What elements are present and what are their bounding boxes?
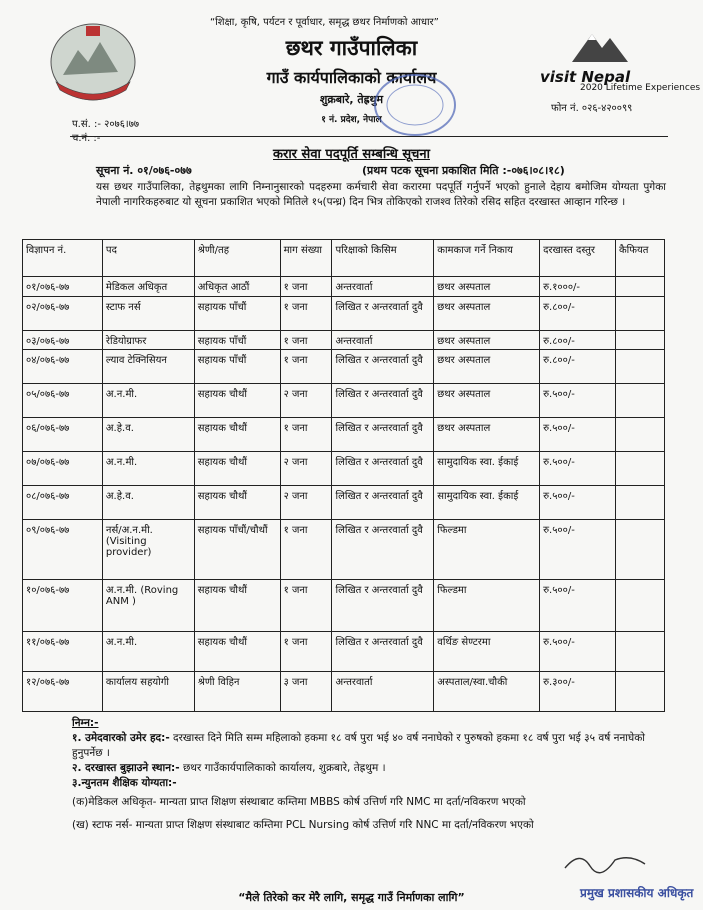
table-cell: २ जना <box>280 486 332 520</box>
table-cell: ०९/०७६-७७ <box>23 520 103 580</box>
office-address: शुक्रबारे, तेह्रथुम <box>319 93 384 106</box>
table-cell: सामुदायिक स्वा. ईकाई <box>434 486 540 520</box>
office-phone: फोन नं. ०२६-४२००९९ <box>551 103 633 114</box>
footer-slogan: “मैले तिरेको कर मेरै लागि, समृद्ध गाउँ निर्माणका लागि” <box>238 891 465 904</box>
note-qualification-heading: ३.न्युनतम शैक्षिक योग्यता:- <box>72 777 177 789</box>
notes-section <box>72 716 662 833</box>
table-cell: अ.न.मी. <box>102 632 194 672</box>
vacancy-table <box>22 239 665 712</box>
table-cell: रु.५००/- <box>540 418 616 452</box>
table-cell: लिखित र अन्तरवार्ता दुवै <box>332 297 434 331</box>
table-cell: ०६/०७६-७७ <box>23 418 103 452</box>
table-cell: सहायक चौथौं <box>194 384 280 418</box>
table-row <box>23 580 665 632</box>
table-cell: अन्तरवार्ता <box>332 331 434 350</box>
table-cell: लिखित र अन्तरवार्ता दुवै <box>332 418 434 452</box>
note-submission-place: २. दरखास्त बुझाउने स्थान:- छथर गाउँकार्यपालिकाको कार्यालय, शुक्रबारे, तेह्रथुम । <box>72 762 386 774</box>
table-row <box>23 672 665 712</box>
motto: “शिक्षा, कृषि, पर्यटन र पूर्वाधार, समृद्ध छथर निर्माणको आधार” <box>210 17 439 28</box>
table-cell: छथर अस्पताल <box>434 277 540 297</box>
table-cell: १ जना <box>280 520 332 580</box>
table-cell: १ जना <box>280 331 332 350</box>
visit-nepal-year: 2020 Lifetime Experiences <box>580 83 701 93</box>
table-cell <box>615 384 664 418</box>
signature-icon <box>560 848 650 878</box>
table-cell: लिखित र अन्तरवार्ता दुवै <box>332 384 434 418</box>
table-cell: अ.हे.व. <box>102 418 194 452</box>
table-cell <box>615 672 664 712</box>
table-cell: ११/०७६-७७ <box>23 632 103 672</box>
table-cell: कार्यालय सहयोगी <box>102 672 194 712</box>
col-fee: दरखास्त दस्तुर <box>540 240 616 277</box>
table-cell: फिल्डमा <box>434 520 540 580</box>
table-cell: ३ जना <box>280 672 332 712</box>
table-cell: अन्तरवार्ता <box>332 672 434 712</box>
table-cell: १ जना <box>280 580 332 632</box>
table-cell: २ जना <box>280 452 332 486</box>
notice-title: करार सेवा पदपूर्ति सम्बन्धि सूचना <box>273 147 430 162</box>
table-cell: मेडिकल अधिकृत <box>102 277 194 297</box>
table-cell <box>615 277 664 297</box>
table-cell: लिखित र अन्तरवार्ता दुवै <box>332 350 434 384</box>
table-cell: छथर अस्पताल <box>434 350 540 384</box>
table-cell <box>615 486 664 520</box>
table-cell: २ जना <box>280 384 332 418</box>
table-cell: ०४/०७६-७७ <box>23 350 103 384</box>
col-post: पद <box>102 240 194 277</box>
table-cell <box>615 520 664 580</box>
table-cell: श्रेणी विहिन <box>194 672 280 712</box>
table-cell: लिखित र अन्तरवार्ता दुवै <box>332 452 434 486</box>
table-cell: छथर अस्पताल <box>434 418 540 452</box>
notes-heading: निम्न:- <box>72 717 99 729</box>
col-remarks: कैफियत <box>615 240 664 277</box>
table-cell: ०७/०७६-७७ <box>23 452 103 486</box>
table-row <box>23 486 665 520</box>
table-cell: १ जना <box>280 277 332 297</box>
header-divider <box>70 136 668 137</box>
table-cell: रु.८००/- <box>540 331 616 350</box>
table-cell: छथर अस्पताल <box>434 384 540 418</box>
table-cell: रु.५००/- <box>540 384 616 418</box>
col-level: श्रेणी/तह <box>194 240 280 277</box>
table-cell: सहायक चौथौं <box>194 486 280 520</box>
table-row <box>23 277 665 297</box>
table-cell: नर्स/अ.न.मी. (Visiting provider) <box>102 520 194 580</box>
table-cell: सहायक पाँचौं/चौथौं <box>194 520 280 580</box>
table-cell: लिखित र अन्तरवार्ता दुवै <box>332 486 434 520</box>
office-name: गाउँ कार्यपालिकाको कार्यालय <box>266 68 437 87</box>
table-row <box>23 418 665 452</box>
qualification-medical-officer: (क)मेडिकल अधिकृत- मान्यता प्राप्त शिक्षण संस्थाबाट कम्तिमा MBBS कोर्ष उत्तिर्ण गरि NMC मा दर्ता/नविकरण भएको <box>72 796 526 808</box>
table-cell: लिखित र अन्तरवार्ता दुवै <box>332 580 434 632</box>
table-cell: रु.५००/- <box>540 580 616 632</box>
table-cell: १ जना <box>280 297 332 331</box>
table-cell <box>615 297 664 331</box>
table-cell: रु.५००/- <box>540 520 616 580</box>
table-cell: ल्याव टेक्निसियन <box>102 350 194 384</box>
visit-nepal-brand: visit Nepal <box>540 68 631 86</box>
col-ad-number: विज्ञापन नं. <box>23 240 103 277</box>
table-cell: अन्तरवार्ता <box>332 277 434 297</box>
table-cell: लिखित र अन्तरवार्ता दुवै <box>332 632 434 672</box>
municipality-name: छथर गाउँपालिका <box>285 36 418 60</box>
table-cell: सहायक चौथौं <box>194 452 280 486</box>
note-age-limit: १. उमेदवारको उमेर हद:- दरखास्त दिने मिति सम्म महिलाको हकमा १८ वर्ष पुरा भई ४० वर्ष ननाघेको र पुरुषको हकमा १८ वर्ष पुरा भई ३५ वर्ष ननाघेको हुनुपर्नेछ । <box>72 732 645 759</box>
table-cell: रु.३००/- <box>540 672 616 712</box>
table-row <box>23 520 665 580</box>
table-row <box>23 350 665 384</box>
table-cell: रेडियोग्राफर <box>102 331 194 350</box>
province-name: १ नं. प्रदेश, नेपाल <box>321 115 382 125</box>
table-cell: अ.न.मी. <box>102 384 194 418</box>
table-cell <box>615 452 664 486</box>
table-cell <box>615 632 664 672</box>
table-cell: अ.न.मी. (Roving ANM ) <box>102 580 194 632</box>
table-cell: ०२/०७६-७७ <box>23 297 103 331</box>
table-cell: अ.न.मी. <box>102 452 194 486</box>
table-cell <box>615 331 664 350</box>
table-cell: सामुदायिक स्वा. ईकाई <box>434 452 540 486</box>
table-cell: फिल्डमा <box>434 580 540 632</box>
table-cell: वर्थिङ सेण्टरमा <box>434 632 540 672</box>
table-cell: रु.१०००/- <box>540 277 616 297</box>
table-cell: छथर अस्पताल <box>434 331 540 350</box>
table-cell: रु.५००/- <box>540 632 616 672</box>
table-cell: ०१/०७६-७७ <box>23 277 103 297</box>
table-row <box>23 331 665 350</box>
table-cell: लिखित र अन्तरवार्ता दुवै <box>332 520 434 580</box>
table-row <box>23 384 665 418</box>
table-row <box>23 452 665 486</box>
table-cell <box>615 418 664 452</box>
table-cell: रु.८००/- <box>540 350 616 384</box>
table-cell: १ जना <box>280 418 332 452</box>
table-row <box>23 632 665 672</box>
table-cell: १२/०७६-७७ <box>23 672 103 712</box>
dispatch-number: च.नं. :- <box>72 133 101 144</box>
office-seal-icon <box>370 70 460 140</box>
table-cell: सहायक पाँचौं <box>194 350 280 384</box>
table-cell: १ जना <box>280 632 332 672</box>
table-cell <box>615 350 664 384</box>
table-cell: सहायक पाँचौं <box>194 331 280 350</box>
col-quantity: माग संख्या <box>280 240 332 277</box>
table-cell: अस्पताल/स्वा.चौकी <box>434 672 540 712</box>
table-cell: सहायक चौथौं <box>194 418 280 452</box>
table-cell: १०/०७६-७७ <box>23 580 103 632</box>
table-cell: १ जना <box>280 350 332 384</box>
table-cell: अ.हे.व. <box>102 486 194 520</box>
qualification-staff-nurse: (ख) स्टाफ नर्स- मान्यता प्राप्त शिक्षण संस्थाबाट कम्तिमा PCL Nursing कोर्ष उत्तिर्ण गरि NNC मा दर्ता/नविकरण भएको <box>72 819 534 831</box>
notice-number: सूचना नं. ०१/०७६-०७७ <box>96 164 192 177</box>
officer-stamp: प्रमुख प्रशासकीय अधिकृत <box>580 886 694 900</box>
table-cell: सहायक चौथौं <box>194 632 280 672</box>
table-cell: छथर अस्पताल <box>434 297 540 331</box>
table-header-row <box>23 240 665 277</box>
table-cell: ०८/०७६-७७ <box>23 486 103 520</box>
table-cell: सहायक चौथौं <box>194 580 280 632</box>
table-cell: अधिकृत आठौं <box>194 277 280 297</box>
reference-number: प.सं. :- २०७६।७७ <box>72 119 140 130</box>
table-cell: रु.५००/- <box>540 452 616 486</box>
table-cell: स्टाफ नर्स <box>102 297 194 331</box>
table-cell: सहायक पाँचौं <box>194 297 280 331</box>
table-row <box>23 297 665 331</box>
col-workplace: कामकाज गर्ने निकाय <box>434 240 540 277</box>
col-exam-type: परिक्षाको किसिम <box>332 240 434 277</box>
notice-published-date: (प्रथम पटक सूचना प्रकाशित मिति :-०७६।०८।१८) <box>362 164 565 177</box>
table-cell <box>615 580 664 632</box>
table-cell: रु.८००/- <box>540 297 616 331</box>
table-cell: ०३/०७६-७७ <box>23 331 103 350</box>
notice-body: यस छथर गाउँपालिका, तेह्रथुमका लागि निम्नानुसारको पदहरुमा कर्मचारी सेवा करारमा पदपूर्ति गर्नुपर्ने भएको हुनाले देहाय बमोजिम योग्यता पुगेका नेपाली नागरिकहरुबाट यो सूचना प्रकाशित भएको मितिले १५(पन्ध्र) दिन भित्र तोकिएको राजश्व तिरेको रसिद सहित दरखास्त आव्हान गरिन्छ । <box>96 181 666 208</box>
table-cell: रु.५००/- <box>540 486 616 520</box>
table-cell: ०५/०७६-७७ <box>23 384 103 418</box>
